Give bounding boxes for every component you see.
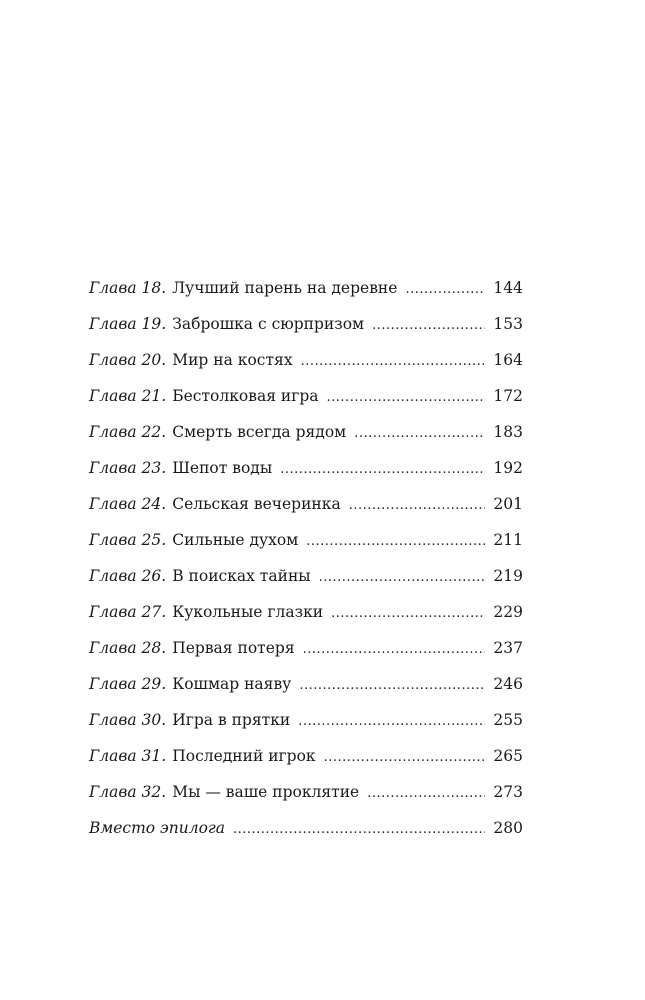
chapter-title: В поисках тайны xyxy=(172,567,311,585)
toc-entry xyxy=(89,306,523,342)
page-number: 219 xyxy=(493,567,523,585)
page-number: 265 xyxy=(493,747,523,765)
dot-leader xyxy=(354,416,485,452)
page-number: 183 xyxy=(493,423,523,441)
toc-entry xyxy=(89,342,523,378)
chapter-title: Лучший парень на деревне xyxy=(172,279,398,297)
toc-entry xyxy=(89,630,523,666)
dot-leader xyxy=(324,740,486,776)
chapter-label: Глава 21. xyxy=(89,387,167,405)
chapter-label: Глава 19. xyxy=(89,315,167,333)
dot-leader xyxy=(298,704,485,740)
chapter-label: Глава 30. xyxy=(89,711,167,729)
toc-entry xyxy=(89,450,523,486)
page-number: 164 xyxy=(493,351,523,369)
chapter-title: Игра в прятки xyxy=(172,711,291,729)
page-number: 255 xyxy=(493,711,523,729)
dot-leader xyxy=(367,776,485,812)
chapter-label: Глава 25. xyxy=(89,531,167,549)
chapter-label: Глава 18. xyxy=(89,279,167,297)
toc-entry xyxy=(89,810,523,846)
toc-entry xyxy=(89,594,523,630)
chapter-title: Смерть всегда рядом xyxy=(172,423,347,441)
dot-leader xyxy=(372,308,485,344)
toc-entry xyxy=(89,522,523,558)
chapter-label: Глава 27. xyxy=(89,603,167,621)
page-number: 144 xyxy=(493,279,523,297)
toc-entry xyxy=(89,666,523,702)
dot-leader xyxy=(327,380,486,416)
chapter-title: Заброшка с сюрпризом xyxy=(172,315,365,333)
dot-leader xyxy=(299,668,485,704)
chapter-title: Кукольные глазки xyxy=(172,603,324,621)
chapter-title: Кошмар наяву xyxy=(172,675,292,693)
chapter-label: Глава 26. xyxy=(89,567,167,585)
page-number: 246 xyxy=(493,675,523,693)
dot-leader xyxy=(331,596,485,632)
chapter-title: Мир на костях xyxy=(172,351,293,369)
dot-leader xyxy=(306,524,485,560)
chapter-label: Глава 24. xyxy=(89,495,167,513)
chapter-title: Шепот воды xyxy=(172,459,273,477)
chapter-title: Бестолковая игра xyxy=(172,387,319,405)
dot-leader xyxy=(349,488,486,524)
toc-entry xyxy=(89,702,523,738)
chapter-label: Глава 32. xyxy=(89,783,167,801)
dot-leader xyxy=(301,344,486,380)
chapter-title: Сельская вечеринка xyxy=(172,495,341,513)
dot-leader xyxy=(233,812,485,848)
chapter-title: Сильные духом xyxy=(172,531,299,549)
chapter-label: Глава 28. xyxy=(89,639,167,657)
toc-entry xyxy=(89,486,523,522)
page-number: 237 xyxy=(493,639,523,657)
dot-leader xyxy=(319,560,486,596)
page-number: 280 xyxy=(493,819,523,837)
dot-leader xyxy=(280,452,485,488)
page-number: 201 xyxy=(493,495,523,513)
dot-leader xyxy=(303,632,486,668)
page-number: 172 xyxy=(493,387,523,405)
chapter-label: Глава 29. xyxy=(89,675,167,693)
toc-entry xyxy=(89,270,523,306)
chapter-title: Мы — ваше проклятие xyxy=(172,783,360,801)
toc-entry xyxy=(89,774,523,810)
table-of-contents xyxy=(89,270,523,846)
toc-entry xyxy=(89,414,523,450)
page-number: 211 xyxy=(493,531,523,549)
page-number: 229 xyxy=(493,603,523,621)
epilogue-label: Вместо эпилога xyxy=(89,819,225,837)
chapter-title: Последний игрок xyxy=(172,747,316,765)
toc-entry xyxy=(89,738,523,774)
chapter-label: Глава 23. xyxy=(89,459,167,477)
page-number: 153 xyxy=(493,315,523,333)
chapter-label: Глава 22. xyxy=(89,423,167,441)
chapter-title: Первая потеря xyxy=(172,639,295,657)
chapter-label: Глава 20. xyxy=(89,351,167,369)
page-number: 273 xyxy=(493,783,523,801)
chapter-label: Глава 31. xyxy=(89,747,167,765)
dot-leader xyxy=(405,272,485,308)
toc-entry xyxy=(89,378,523,414)
page-number: 192 xyxy=(493,459,523,477)
toc-entry xyxy=(89,558,523,594)
